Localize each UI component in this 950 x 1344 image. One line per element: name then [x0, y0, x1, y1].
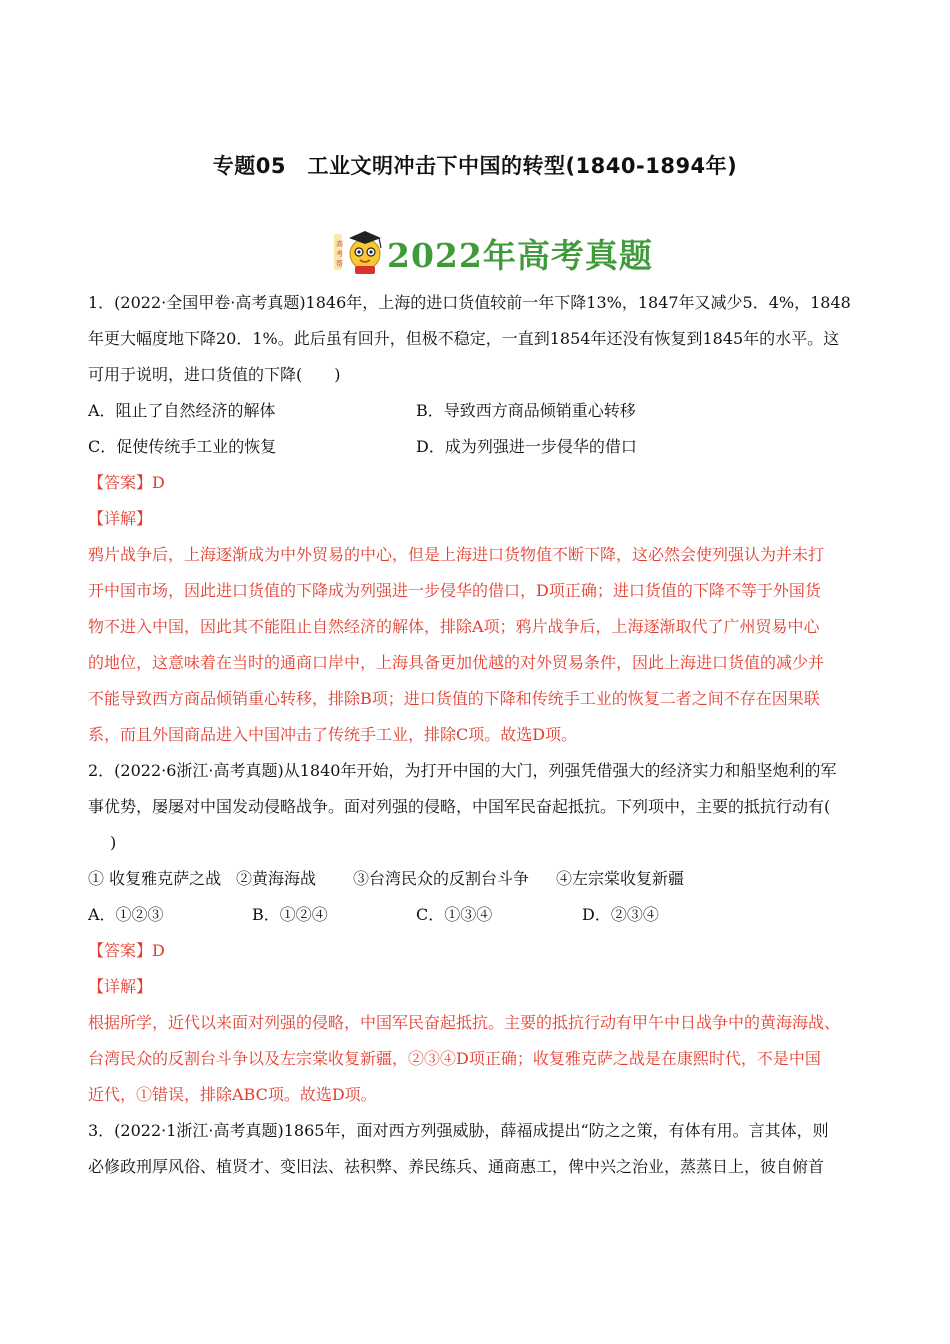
question-text-line: ): [110, 833, 117, 852]
options-row: [88, 432, 878, 468]
section-banner: [333, 228, 653, 276]
option-d: D．成为列强进一步侵华的借口: [416, 437, 637, 456]
statement-items-row: [88, 864, 878, 900]
statement-item-2: ②黄海海战: [236, 869, 317, 888]
option-b: B．导致西方商品倾销重心转移: [416, 401, 636, 420]
question-text-line: 3．(2022·1浙江·高考真题)1865年，面对西方列强威胁，薛福成提出“防之之策，有体有用。言其体，则: [88, 1121, 829, 1140]
option-a: A．①②③: [88, 905, 164, 924]
option-b: B．①②④: [252, 905, 328, 924]
svg-text:高: 高: [336, 240, 343, 248]
statement-item-4: ④左宗棠收复新疆: [556, 869, 685, 888]
option-a: A．阻止了自然经济的解体: [88, 401, 276, 420]
explanation-line: 的地位，这意味着在当时的通商口岸中，上海具备更加优越的对外贸易条件，因此上海进口货值的减少并: [88, 653, 825, 672]
page-title: 专题05 工业文明冲击下中国的转型(1840-1894年): [212, 154, 738, 178]
options-row: [88, 900, 878, 936]
detail-label: 【详解】: [88, 509, 153, 528]
explanation-line: 鸦片战争后，上海逐渐成为中外贸易的中心，但是上海进口货物值不断下降，这必然会使列强认为并未打: [88, 545, 825, 564]
question-2: [88, 756, 878, 1116]
explanation-line: 近代，①错误，排除ABC项。故选D项。: [88, 1085, 377, 1104]
option-d: D．②③④: [582, 905, 659, 924]
question-text-line: 必修政刑厚风俗、植贤才、变旧法、祛积弊、养民练兵、通商惠工，俾中兴之治业，蒸蒸日上，彼自俯首: [88, 1157, 825, 1176]
explanation-line: 系，而且外国商品进入中国冲击了传统手工业，排除C项。故选D项。: [88, 725, 578, 744]
question-3: [88, 1116, 878, 1188]
answer-label: 【答案】D: [88, 473, 165, 492]
explanation-line: 物不进入中国，因此其不能阻止自然经济的解体，排除A项；鸦片战争后，上海逐渐取代了广州贸易中心: [88, 617, 820, 636]
scholar-cartoon-logo-icon: [333, 228, 389, 276]
question-text-line: 可用于说明，进口货值的下降( ): [88, 365, 341, 384]
question-1: [88, 288, 878, 756]
question-list: [88, 288, 878, 1188]
explanation-line: 开中国市场，因此进口货值的下降成为列强进一步侵华的借口，D项正确；进口货值的下降不等于外国货: [88, 581, 821, 600]
banner-title: 2022年高考真题: [387, 236, 653, 275]
question-text-line: 年更大幅度地下降20．1%。此后虽有回升，但极不稳定，一直到1854年还没有恢复到1845年的水平。这: [88, 329, 840, 348]
question-text-line: 事优势，屡屡对中国发动侵略战争。面对列强的侵略，中国军民奋起抵抗。下列项中，主要的抵抗行动有(: [88, 797, 831, 816]
answer-label: 【答案】D: [88, 941, 165, 960]
statement-item-3: ③台湾民众的反割台斗争: [353, 869, 530, 888]
explanation-line: 根据所学，近代以来面对列强的侵略，中国军民奋起抵抗。主要的抵抗行动有甲午中日战争中的黄海海战、: [88, 1013, 841, 1032]
option-c: C．①③④: [416, 905, 493, 924]
explanation-line: 不能导致西方商品倾销重心转移，排除B项；进口货值的下降和传统手工业的恢复二者之间不存在因果联: [88, 689, 820, 708]
explanation-line: 台湾民众的反割台斗争以及左宗棠收复新疆，②③④D项正确；收复雅克萨之战是在康熙时代，不是中国: [88, 1049, 821, 1068]
option-c: C．促使传统手工业的恢复: [88, 437, 277, 456]
detail-label: 【详解】: [88, 977, 153, 996]
question-text-line: 1．(2022·全国甲卷·高考真题)1846年，上海的进口货值较前一年下降13%，1847年又减少5．4%，1848: [88, 293, 851, 312]
question-text-line: 2．(2022·6浙江·高考真题)从1840年开始，为打开中国的大门，列强凭借强大的经济实力和船坚炮利的军: [88, 761, 837, 780]
options-row: [88, 396, 878, 432]
statement-item-1: ① 收复雅克萨之战: [88, 869, 222, 888]
svg-text:考: 考: [336, 250, 343, 258]
svg-text:帮: 帮: [336, 260, 343, 268]
